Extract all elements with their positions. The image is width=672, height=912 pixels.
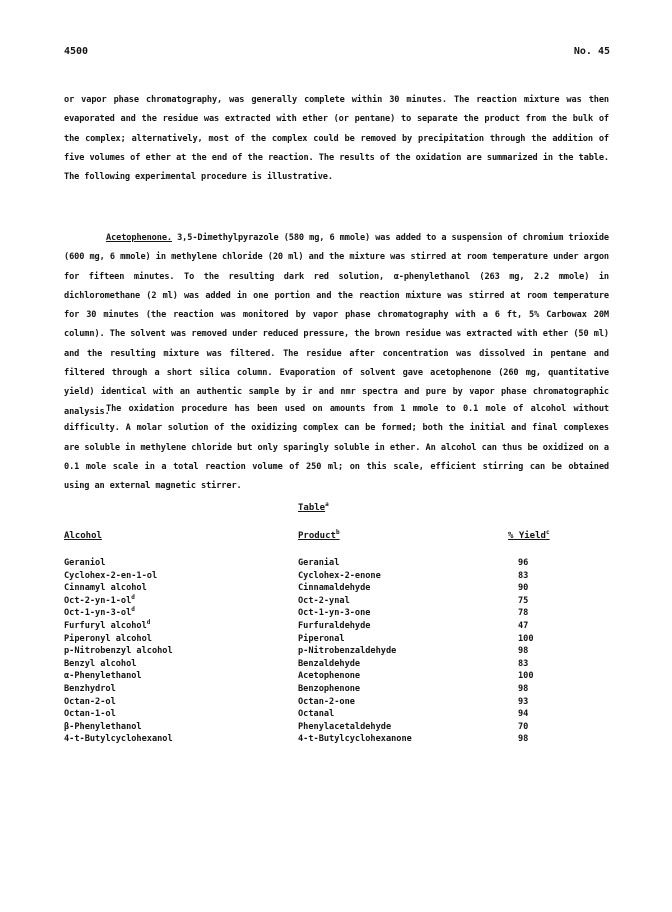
cell-product: Cinnamaldehyde	[298, 583, 371, 594]
cell-alcohol: 4-t-Butylcyclohexanol	[64, 734, 173, 745]
procedure-text: 3,5-Dimethylpyrazole (580 mg, 6 mmole) was added to a suspension of chromium trioxide (600 mg, 6 mmole) in methylene chloride (20 ml) and the mixture was stirred at room temperature under argon for fifteen minutes. To the resulting dark red solution, α-phenylethanol (263 mg, 2.2 mmole) in dichloromethane (2 ml) was added in one portion and the reaction mixture was stirred at room temperature for 30 minutes (the reaction was monitored by vapor phase chromatography with a 6 ft, 5% Carbowax 20M column). The solvent was removed under reduced pressure, the brown residue was extracted with ether (50 ml) and the resulting mixture was filtered. The residue after concentration was dissolved in pentane and filtered through a short silica column. Evaporation of solvent gave acetophenone (260 mg, quantitative yield) identical with an authentic sample by ir and nmr spectra and pure by vapor phase chromatographic analysis.	[64, 233, 609, 417]
paragraph-results: or vapor phase chromatography, was generally complete within 30 minutes. The reaction mixture was then evaporated and the residue was extracted with ether (or pentane) to separate the product from the bulk of the complex; alternatively, most of the complex could be removed by precipitation through the addition of five volumes of ether at the end of the reaction. The results of the oxidation are summarized in the table. The following experimental procedure is illustrative.	[64, 95, 609, 183]
cell-alcohol: Octan-2-ol	[64, 696, 116, 707]
paragraph-procedure	[64, 229, 609, 422]
cell-yield: 70	[518, 721, 529, 732]
table-row	[64, 595, 564, 608]
cell-yield: 98	[518, 646, 529, 657]
cell-product: Benzophenone	[298, 683, 361, 694]
cell-yield: 96	[518, 558, 529, 568]
cell-alcohol: Benzhydrol	[64, 683, 116, 694]
table-row	[64, 633, 564, 646]
cell-product: Piperonal	[298, 633, 345, 644]
cell-yield: 78	[518, 608, 529, 619]
cell-alcohol: Cyclohex-2-en-1-ol	[64, 570, 158, 581]
cell-yield: 98	[518, 734, 529, 745]
cell-yield: 93	[518, 696, 529, 707]
procedure-heading: Acetophenone.	[106, 233, 172, 243]
cell-product: Geranial	[298, 558, 340, 568]
cell-product: Oct-2-ynal	[298, 595, 350, 606]
cell-alcohol: Oct-$1-yn-3-ol^d$	[64, 606, 135, 619]
table-row	[64, 620, 564, 633]
table-row	[64, 696, 564, 709]
cell-yield: 47	[518, 620, 529, 631]
issue-number: No. 45	[573, 46, 610, 57]
table-row	[64, 582, 564, 595]
cell-product: Benzaldehyde	[298, 658, 361, 669]
table-body	[64, 557, 564, 746]
column-header-yield: % Yield$^c$	[508, 529, 550, 541]
table-row	[64, 570, 564, 583]
table-row	[64, 721, 564, 734]
cell-product: Phenylacetaldehyde	[298, 721, 392, 732]
cell-product: Octanal	[298, 709, 335, 720]
page-number: 4500	[64, 46, 89, 57]
table-row	[64, 645, 564, 658]
table-row	[64, 708, 564, 721]
column-header-product: Product$^b$	[298, 529, 340, 541]
table-row	[64, 658, 564, 671]
cell-product: Oct-1-yn-3-one	[298, 608, 371, 619]
cell-alcohol: α-Phenylethanol	[64, 671, 142, 682]
cell-yield: 100	[518, 671, 534, 682]
table-row	[64, 557, 564, 570]
cell-product: Furfuraldehyde	[298, 620, 371, 631]
table-row	[64, 607, 564, 620]
cell-yield: 90	[518, 583, 529, 594]
table-row	[64, 683, 564, 696]
cell-alcohol: Cinnamyl alcohol	[64, 583, 147, 594]
table-row	[64, 733, 564, 746]
cell-alcohol: Piperonyl alcohol	[64, 633, 152, 644]
cell-yield: 94	[518, 709, 529, 720]
cell-yield: 83	[518, 658, 529, 669]
cell-yield: 83	[518, 570, 529, 581]
table-title: Table$^a$	[298, 501, 329, 513]
cell-alcohol: Benzyl alcohol	[64, 658, 137, 669]
cell-yield: 100	[518, 633, 534, 644]
cell-alcohol: Oct-$2-yn-1-ol^d$	[64, 593, 135, 606]
cell-alcohol: Furfuryl alcohol$^d$	[64, 619, 151, 631]
cell-alcohol: p-Nitrobenzyl alcohol	[64, 646, 173, 657]
cell-alcohol: Octan-1-ol	[64, 709, 116, 720]
cell-yield: 75	[518, 595, 529, 606]
cell-alcohol: β-Phenylethanol	[64, 721, 142, 732]
cell-yield: 98	[518, 683, 529, 694]
table-row	[64, 670, 564, 683]
column-header-alcohol: Alcohol	[64, 531, 102, 541]
cell-alcohol: Geraniol	[64, 558, 106, 568]
cell-product: 4-t-Butylcyclohexanone	[298, 734, 412, 745]
cell-product: Acetophenone	[298, 671, 361, 682]
paragraph-scale: The oxidation procedure has been used on amounts from 1 mmole to 0.1 mole of alcohol without difficulty. A molar solution of the oxidizing complex can be formed; both the initial and final complexes are soluble in methylene chloride but only sparingly soluble in ether. An alcohol can thus be oxidized on a 0.1 mole scale in a total reaction volume of 250 ml; on this scale, efficient stirring can be obtained using an external magnetic stirrer.	[64, 404, 609, 492]
cell-product: Octan-2-one	[298, 696, 355, 707]
cell-product: p-Nitrobenzaldehyde	[298, 646, 397, 657]
cell-product: Cyclohex-2-enone	[298, 570, 381, 581]
